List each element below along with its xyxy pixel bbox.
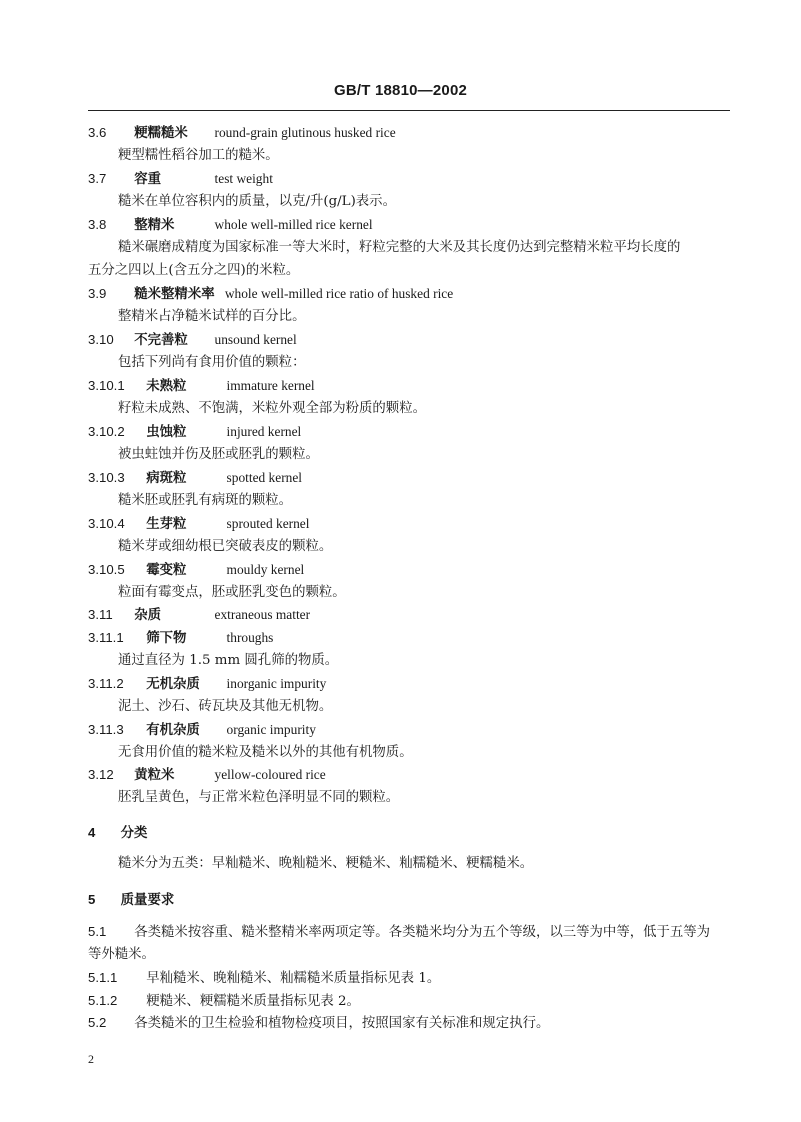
term-number: 3.10.1	[88, 378, 125, 393]
term-3-11-1	[88, 628, 768, 649]
term-number: 3.9	[88, 286, 107, 301]
header-rule	[88, 110, 730, 111]
term-3-11-3	[88, 720, 768, 741]
term-chinese: 病斑粒	[146, 470, 187, 486]
definition-3-8-line2: 五分之四以上(含五分之四)的米粒。	[88, 263, 300, 278]
term-chinese: 整精米	[134, 217, 175, 233]
term-number: 3.11.2	[88, 676, 124, 691]
term-number: 3.8	[88, 217, 107, 232]
term-3-10-4	[88, 514, 768, 535]
term-number: 3.10.4	[88, 516, 125, 531]
section-4-text: 糙米分为五类：早籼糙米、晚籼糙米、粳糙米、籼糯糙米、粳糯糙米。	[118, 856, 534, 871]
term-3-10	[88, 330, 768, 351]
definition-3-8-line1: 糙米碾磨成精度为国家标准一等大米时，籽粒完整的大米及其长度仍达到完整精米粒平均长度的	[118, 240, 681, 255]
clause-text: 各类糙米按容重、糙米整精米率两项定等。各类糙米均分为五个等级，以三等为中等，低于五等为	[134, 925, 711, 940]
clause-number: 5.1	[88, 924, 107, 939]
section-4-heading	[88, 823, 768, 843]
clause-number: 5.1.1	[88, 970, 118, 985]
clause-number: 5.2	[88, 1015, 107, 1030]
term-3-8	[88, 215, 768, 236]
term-3-11	[88, 605, 768, 626]
term-chinese: 筛下物	[146, 630, 187, 646]
clause-text: 粳糙米、粳糯糙米质量指标见表 2。	[146, 994, 360, 1009]
term-3-10-2	[88, 422, 768, 443]
clause-text: 早籼糙米、晚籼糙米、籼糯糙米质量指标见表 1。	[146, 971, 441, 986]
term-number: 3.10.5	[88, 562, 125, 577]
term-english: injured kernel	[226, 424, 302, 439]
definition-3-7: 糙米在单位容积内的质量，以克/升(g/L)表示。	[118, 194, 396, 209]
term-3-11-2	[88, 674, 768, 695]
definition-3-10-5: 粒面有霉变点，胚或胚乳变色的颗粒。	[118, 585, 346, 600]
definition-3-9: 整精米占净糙米试样的百分比。	[118, 309, 306, 324]
definition-3-6: 粳型糯性稻谷加工的糙米。	[118, 148, 279, 163]
term-english: throughs	[226, 630, 274, 645]
section-number: 4	[88, 825, 96, 840]
term-english: spotted kernel	[226, 470, 303, 485]
clause-5-1-2	[88, 991, 768, 1012]
term-3-9	[88, 284, 768, 305]
term-number: 3.10.2	[88, 424, 125, 439]
definition-3-11-2: 泥土、沙石、砖瓦块及其他无机物。	[118, 699, 333, 714]
term-3-10-5	[88, 560, 768, 581]
section-title: 分类	[120, 825, 148, 841]
definition-3-10-2: 被虫蛀蚀并伤及胚或胚乳的颗粒。	[118, 447, 319, 462]
term-chinese: 糙米整精米率	[134, 286, 215, 302]
section-title: 质量要求	[120, 892, 175, 908]
term-chinese: 黄粒米	[134, 767, 175, 783]
clause-text: 各类糙米的卫生检验和植物检疫项目，按照国家有关标准和规定执行。	[134, 1016, 550, 1031]
term-chinese: 容重	[134, 171, 162, 187]
term-chinese: 无机杂质	[146, 676, 200, 692]
term-number: 3.7	[88, 171, 107, 186]
term-3-10-3	[88, 468, 768, 489]
term-3-7	[88, 169, 768, 190]
term-english: unsound kernel	[214, 332, 297, 347]
term-number: 3.10	[88, 332, 114, 347]
definition-3-11-3: 无食用价值的糙米粒及糙米以外的其他有机物质。	[118, 745, 413, 760]
term-chinese: 生芽粒	[146, 516, 187, 532]
clause-5-1-line1	[88, 922, 768, 943]
term-chinese: 未熟粒	[146, 378, 187, 394]
definition-3-10-1: 籽粒未成熟、不饱满，米粒外观全部为粉质的颗粒。	[118, 401, 426, 416]
term-number: 3.6	[88, 125, 107, 140]
term-chinese: 虫蚀粒	[146, 424, 187, 440]
term-english: extraneous matter	[214, 607, 311, 622]
term-chinese: 霉变粒	[146, 562, 187, 578]
definition-3-10: 包括下列尚有食用价值的颗粒：	[118, 355, 306, 370]
clause-5-1-1	[88, 968, 768, 989]
term-chinese: 粳糯糙米	[134, 125, 188, 141]
term-english: whole well-milled rice ratio of husked rice	[224, 286, 454, 301]
term-english: round-grain glutinous husked rice	[214, 125, 396, 140]
term-english: test weight	[214, 171, 273, 186]
definition-3-12: 胚乳呈黄色，与正常米粒色泽明显不同的颗粒。	[118, 790, 400, 805]
term-english: mouldy kernel	[226, 562, 305, 577]
term-chinese: 有机杂质	[146, 722, 200, 738]
term-number: 3.12	[88, 767, 114, 782]
term-chinese: 杂质	[134, 607, 162, 623]
section-number: 5	[88, 892, 96, 907]
term-chinese: 不完善粒	[134, 332, 188, 348]
term-english: sprouted kernel	[226, 516, 310, 531]
clause-5-1-line2: 等外糙米。	[88, 947, 155, 962]
page-number: 2	[88, 1052, 94, 1066]
term-3-10-1	[88, 376, 768, 397]
term-3-12	[88, 765, 768, 786]
term-number: 3.11.1	[88, 630, 124, 645]
clause-number: 5.1.2	[88, 993, 118, 1008]
section-5-heading	[88, 890, 768, 910]
term-english: immature kernel	[226, 378, 315, 393]
term-number: 3.11.3	[88, 722, 124, 737]
definition-3-10-4: 糙米芽或细幼根已突破表皮的颗粒。	[118, 539, 333, 554]
term-english: organic impurity	[226, 722, 316, 737]
term-english: whole well-milled rice kernel	[214, 217, 373, 232]
definition-3-11-1: 通过直径为 1.5 mm 圆孔筛的物质。	[118, 653, 339, 668]
term-3-6	[88, 123, 768, 144]
term-number: 3.11	[88, 607, 113, 622]
clause-5-2	[88, 1013, 768, 1034]
term-english: inorganic impurity	[226, 676, 327, 691]
definition-3-10-3: 糙米胚或胚乳有病斑的颗粒。	[118, 493, 293, 508]
term-english: yellow-coloured rice	[214, 767, 326, 782]
term-number: 3.10.3	[88, 470, 125, 485]
standard-number-header: GB/T 18810—2002	[333, 82, 468, 99]
